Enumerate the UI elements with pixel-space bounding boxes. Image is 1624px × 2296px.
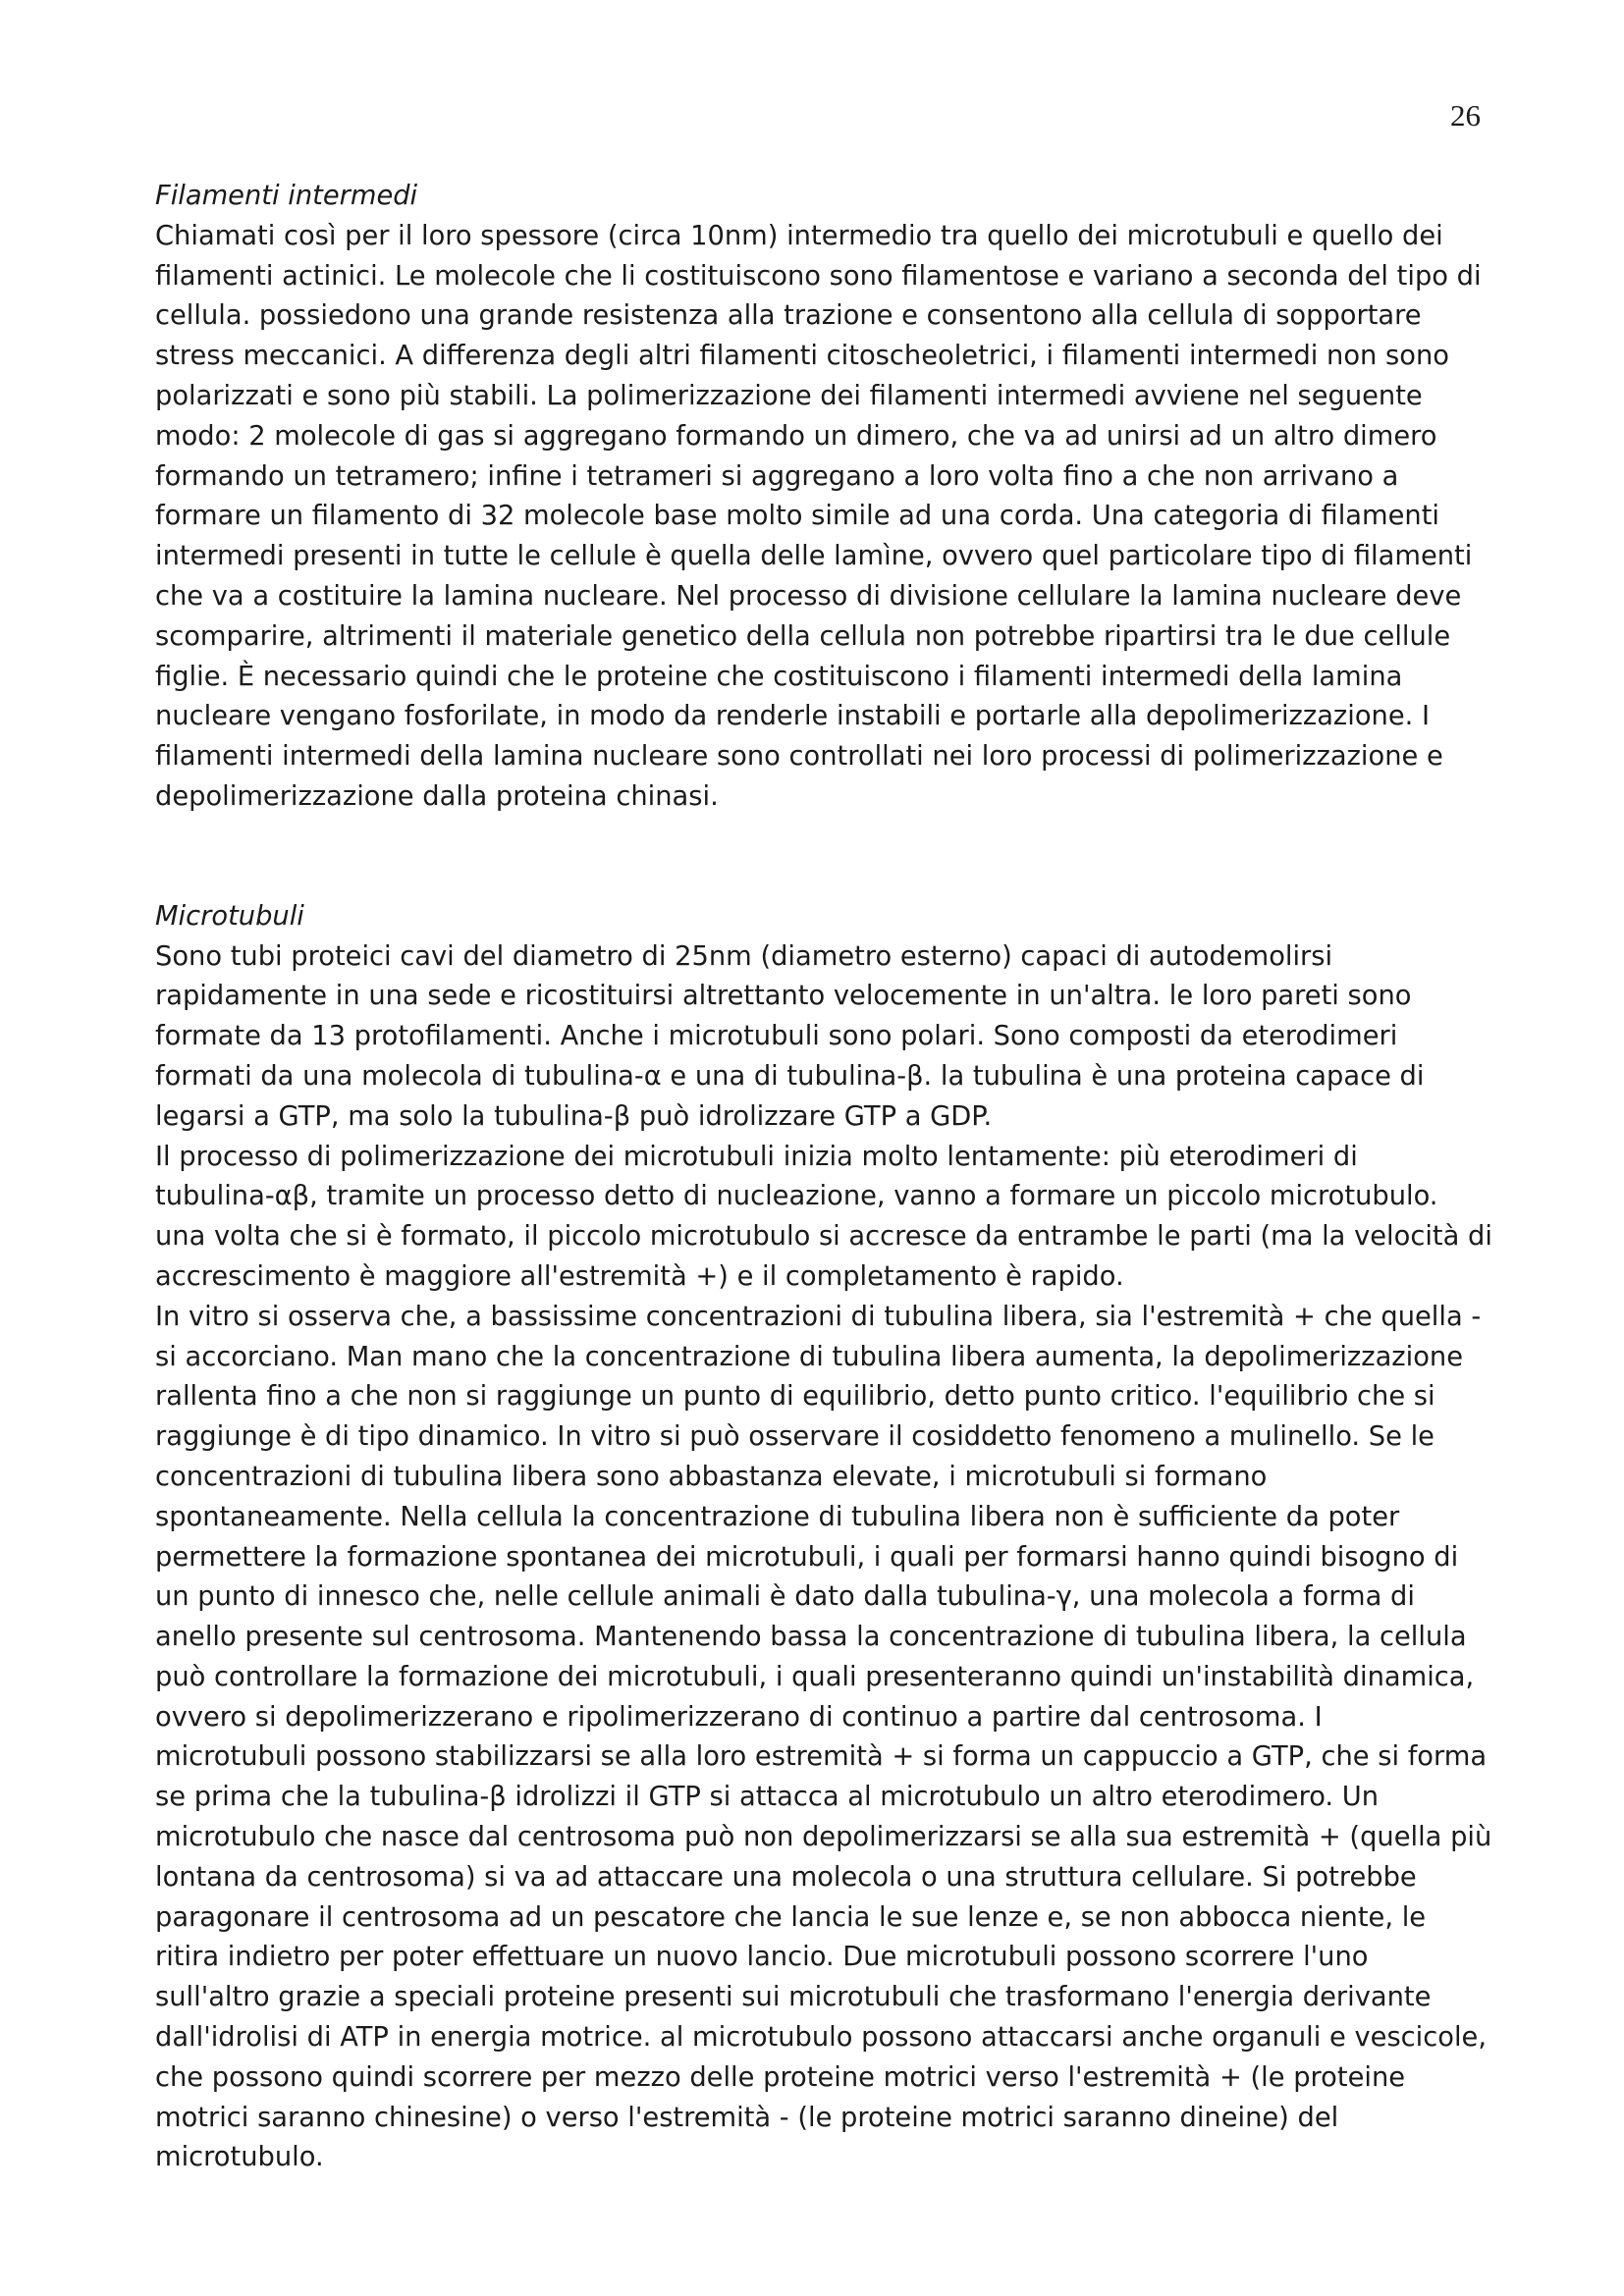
text-line: stress meccanici. A differenza degli altri filamenti citoscheoletrici, i filamenti intermedi non sono <box>155 341 1449 372</box>
text-line: legarsi a GTP, ma solo la tubulina-β può idrolizzare GTP a GDP. <box>155 1100 993 1132</box>
text-line: formare un filamento di 32 molecole base molto simile ad una corda. Una categoria di filamenti <box>155 501 1439 532</box>
text-line: ovvero si depolimerizzerano e ripolimerizzerano di continuo a partire dal centrosoma. I <box>155 1701 1323 1733</box>
text-line: filamenti intermedi della lamina nucleare sono controllati nei loro processi di polimerizzazione e <box>155 741 1443 773</box>
text-line: formate da 13 protofilamenti. Anche i microtubuli sono polari. Sono composti da eterodimeri <box>155 1021 1398 1052</box>
text-line: motrici saranno chinesine) o verso l'estremità - (le proteine motrici saranno dineine) del <box>155 2102 1339 2133</box>
text-line: filamenti actinici. Le molecole che li costituiscono sono filamentose e variano a seconda del tipo di <box>155 260 1482 292</box>
text-line: In vitro si osserva che, a bassissime concentrazioni di tubulina libera, sia l'estremità + che quella - <box>155 1301 1482 1332</box>
text-line: formati da una molecola di tubulina-α e una di tubulina-β. la tubulina è una proteina capace di <box>155 1060 1425 1092</box>
text-line: figlie. È necessario quindi che le proteine che costituiscono i filamenti intermedi della lamina <box>155 661 1403 692</box>
text-line: microtubulo. <box>155 2142 324 2173</box>
text-line: cellula. possiedono una grande resistenza alla trazione e consentono alla cellula di sopportare <box>155 300 1422 332</box>
text-line: formando un tetramero; infine i tetrameri si aggregano a loro volta fino a che non arrivano a <box>155 460 1399 492</box>
text-line: spontaneamente. Nella cellula la concentrazione di tubulina libera non è sufficiente da poter <box>155 1501 1400 1532</box>
paragraph <box>155 937 1502 2179</box>
text-line: intermedi presenti in tutte le cellule è quella delle lamìne, ovvero quel particolare tipo di filamenti <box>155 541 1473 572</box>
page-number: 26 <box>1450 98 1481 133</box>
section-filamenti-intermedi <box>155 177 1502 818</box>
text-line: raggiunge è di tipo dinamico. In vitro si può osservare il cosiddetto fenomeno a mulinello. Se le <box>155 1421 1435 1453</box>
document-body <box>155 177 1502 2178</box>
text-line: concentrazioni di tubulina libera sono abbastanza elevate, i microtubuli si formano <box>155 1461 1268 1492</box>
text-line: microtubulo che nasce dal centrosoma può non depolimerizzarsi se alla sua estremità + (quella più <box>155 1822 1492 1853</box>
text-line: dall'idrolisi di ATP in energia motrice. al microtubulo possono attaccarsi anche organuli e vescicole, <box>155 2022 1488 2054</box>
text-line: rallenta fino a che non si raggiunge un punto di equilibrio, detto punto critico. l'equilibrio che si <box>155 1381 1435 1413</box>
text-line: permettere la formazione spontanea dei microtubuli, i quali per formarsi hanno quindi bisogno di <box>155 1541 1459 1573</box>
section-spacer <box>155 818 1502 897</box>
text-line: lontana da centrosoma) si va ad attaccare una molecola o una struttura cellulare. Si potrebbe <box>155 1861 1417 1893</box>
paragraph <box>155 217 1502 818</box>
text-line: si accorciano. Man mano che la concentrazione di tubulina libera aumenta, la depolimerizzazione <box>155 1341 1464 1372</box>
text-line: un punto di innesco che, nelle cellule animali è dato dalla tubulina-γ, una molecola a forma di <box>155 1581 1415 1613</box>
text-line: Il processo di polimerizzazione dei microtubuli inizia molto lentamente: più eterodimeri di <box>155 1141 1358 1172</box>
text-line: anello presente sul centrosoma. Mantenendo bassa la concentrazione di tubulina libera, la cellula <box>155 1622 1467 1653</box>
text-line: polarizzati e sono più stabili. La polimerizzazione dei filamenti intermedi avviene nel seguente <box>155 380 1423 411</box>
text-line: nucleare vengano fosforilate, in modo da renderle instabili e portarle alla depolimerizzazione. I <box>155 701 1431 732</box>
section-microtubuli <box>155 897 1502 2179</box>
text-line: accrescimento è maggiore all'estremità +) e il completamento è rapido. <box>155 1260 1124 1292</box>
text-line: modo: 2 molecole di gas si aggregano formando un dimero, che va ad unirsi ad un altro dimero <box>155 420 1437 452</box>
text-line: può controllare la formazione dei microtubuli, i quali presenteranno quindi un'instabilità dinamica, <box>155 1661 1475 1692</box>
text-line: depolimerizzazione dalla proteina chinasi. <box>155 780 719 812</box>
text-line: paragonare il centrosoma ad un pescatore che lancia le sue lenze e, se non abbocca niente, le <box>155 1901 1427 1933</box>
text-line: che possono quindi scorrere per mezzo delle proteine motrici verso l'estremità + (le proteine <box>155 2061 1406 2093</box>
text-line: Chiamati così per il loro spessore (circa 10nm) intermedio tra quello dei microtubuli e quello dei <box>155 220 1443 251</box>
text-line: rapidamente in una sede e ricostituirsi altrettanto velocemente in un'altra. le loro pareti sono <box>155 981 1412 1012</box>
text-line: tubulina-αβ, tramite un processo detto di nucleazione, vanno a formare un piccolo microtubulo. <box>155 1181 1438 1212</box>
text-line: Sono tubi proteici cavi del diametro di 25nm (diametro esterno) capaci di autodemolirsi <box>155 940 1333 972</box>
text-line: se prima che la tubulina-β idrolizzi il GTP si attacca al microtubulo un altro eterodimero. Un <box>155 1782 1380 1813</box>
text-line: microtubuli possono stabilizzarsi se alla loro estremità + si forma un cappuccio a GTP, che si forma <box>155 1741 1488 1773</box>
text-line: ritira indietro per poter effettuare un nuovo lancio. Due microtubuli possono scorrere l'uno <box>155 1942 1369 1973</box>
text-line: una volta che si è formato, il piccolo microtubulo si accresce da entrambe le parti (ma la velocità di <box>155 1221 1492 1253</box>
text-line: scomparire, altrimenti il materiale genetico della cellula non potrebbe ripartirsi tra le due cellule <box>155 620 1451 652</box>
text-line: sull'altro grazie a speciali proteine presenti sui microtubuli che trasformano l'energia derivante <box>155 1982 1432 2013</box>
text-line: che va a costituire la lamina nucleare. Nel processo di divisione cellulare la lamina nucleare deve <box>155 580 1462 612</box>
section-title: Filamenti intermedi <box>155 181 418 211</box>
section-title: Microtubuli <box>155 900 304 932</box>
